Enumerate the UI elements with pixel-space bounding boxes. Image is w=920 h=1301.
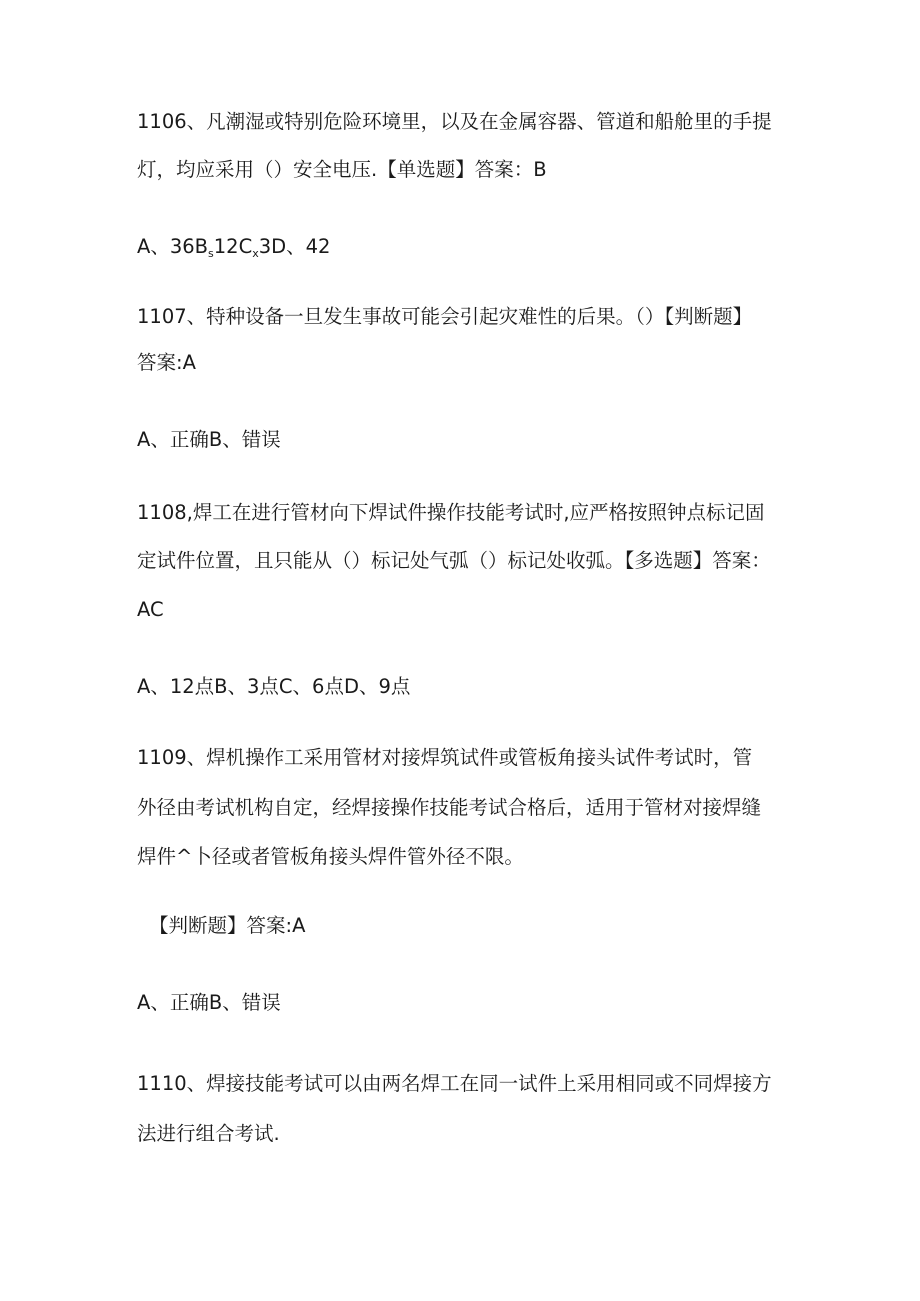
q1106-line-1: 1106、凡潮湿或特别危险环境里，以及在金属容器、管道和船舱里的手提 [137,110,772,133]
q1106-options [137,234,330,260]
q1110-line-2: 法进行组合考试. [137,1122,280,1145]
q1106-option-b: 12C [213,235,253,258]
q1106-line-2: 灯，均应采用（）安全电压.【单选题】答案：B [137,158,547,181]
q1108-line-1: 1108,焊工在进行管材向下焊试件操作技能考试时,应严格按照钟点标记固 [137,501,765,524]
q1106-option-a: A、36B [137,235,209,258]
q1107-line-2: 答案:A [137,351,196,374]
q1108-line-2: 定试件位置，且只能从（）标记处气弧（）标记处收弧。【多选题】答案： [137,549,771,572]
q1109-line-4: 【判断题】答案:A [149,914,306,937]
q1107-line-1: 1107、特种设备一旦发生事故可能会引起灾难性的后果。（）【判断题】 [137,305,753,328]
q1106-option-subscript-x: x [252,247,259,260]
q1106-option-c: 3D、42 [258,235,331,258]
q1106-option-subscript-s: s [208,247,214,260]
q1110-line-1: 1110、焊接技能考试可以由两名焊工在同一试件上采用相同或不同焊接方 [137,1072,772,1095]
q1107-options: A、正确B、错误 [137,428,281,451]
q1109-line-1: 1109、焊机操作工采用管材对接焊筑试件或管板角接头试件考试时，管 [137,746,753,769]
q1109-line-3: 焊件^卜径或者管板角接头焊件管外径不限。 [137,845,524,868]
q1108-line-3: AC [137,598,164,621]
q1108-options: A、12点B、3点C、6点D、9点 [137,675,411,698]
q1109-line-2: 外径由考试机构自定，经焊接操作技能考试合格后，适用于管材对接焊缝 [137,796,762,819]
q1109-options: A、正确B、错误 [137,991,281,1014]
